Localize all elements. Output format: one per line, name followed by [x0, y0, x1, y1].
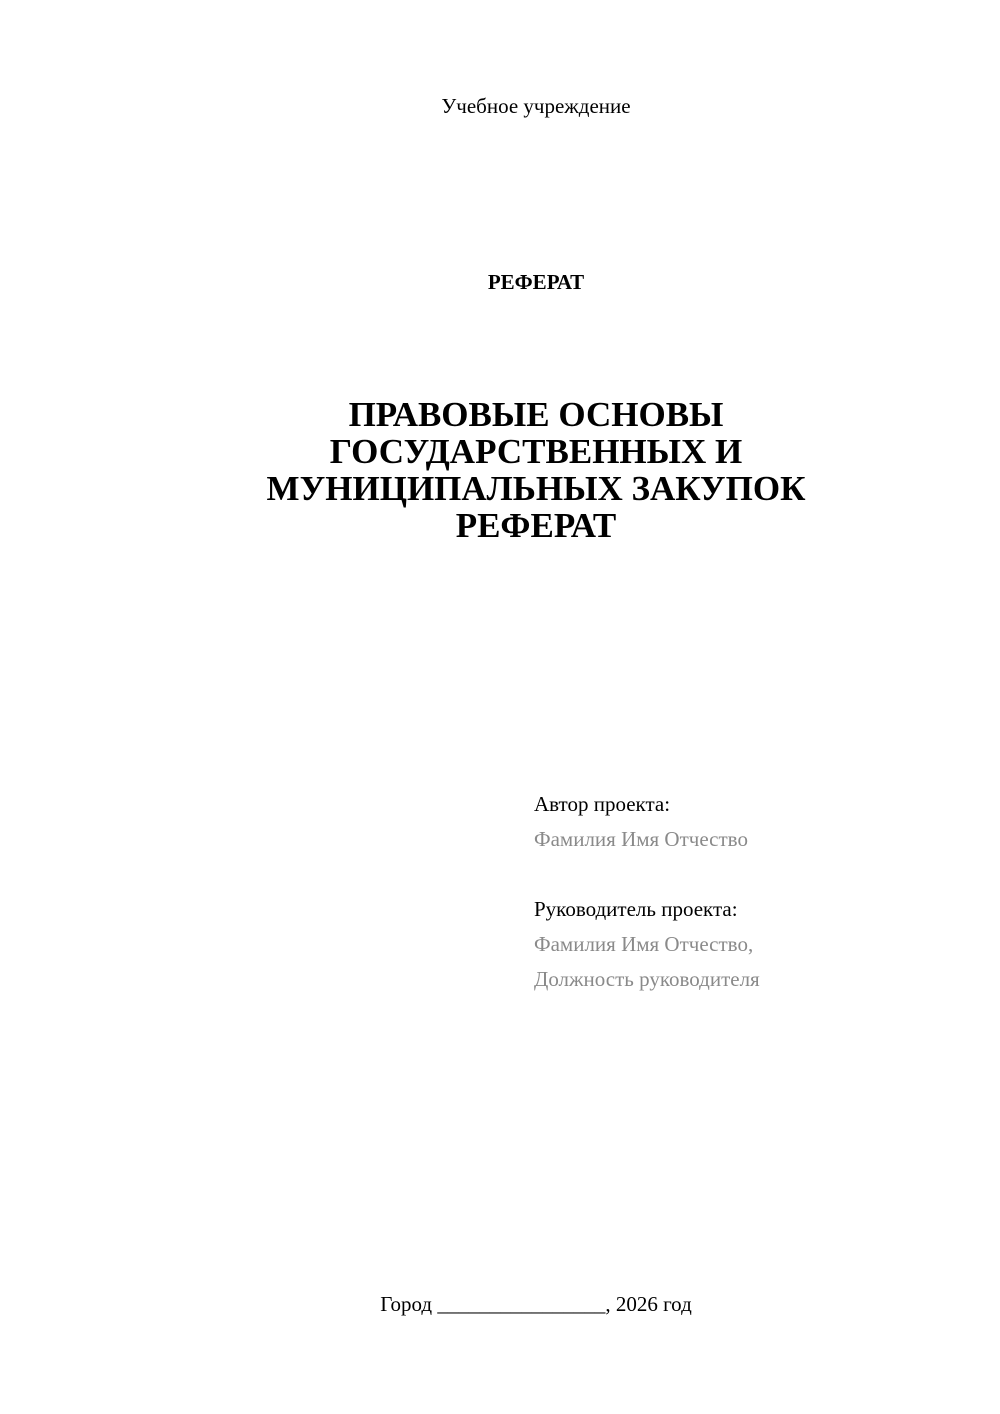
title-line: РЕФЕРАТ: [455, 506, 617, 545]
document-title: [0, 396, 1000, 544]
title-line: ГОСУДАРСТВЕННЫХ И: [329, 432, 743, 471]
supervisor-name: Фамилия Имя Отчество,: [534, 932, 754, 956]
author-name: Фамилия Имя Отчество: [534, 827, 748, 851]
supervisor-label: Руководитель проекта:: [534, 897, 738, 921]
title-line: МУНИЦИПАЛЬНЫХ ЗАКУПОК: [266, 469, 806, 508]
document-type: РЕФЕРАТ: [487, 270, 585, 294]
city-year-line: Город ________________, 2026 год: [380, 1292, 692, 1316]
author-label: Автор проекта:: [534, 792, 671, 816]
institution-name: Учебное учреждение: [441, 94, 631, 118]
supervisor-block: [534, 892, 974, 997]
author-block: [534, 787, 974, 857]
supervisor-position: Должность руководителя: [534, 967, 760, 991]
title-line: ПРАВОВЫЕ ОСНОВЫ: [348, 395, 724, 434]
